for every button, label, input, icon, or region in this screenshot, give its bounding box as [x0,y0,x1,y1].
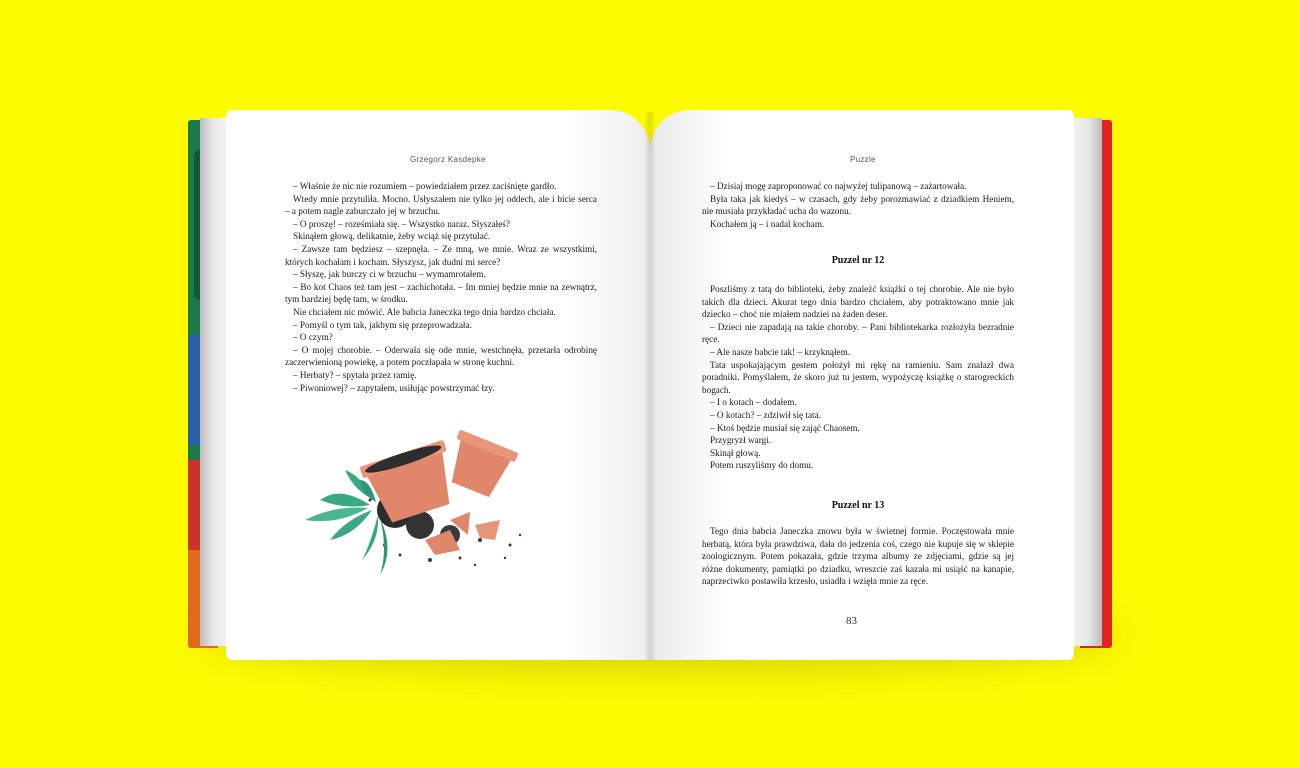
paragraph: Skinął głową. [710,447,761,458]
chapter-heading-12: Puzzel nr 12 [831,255,885,266]
paragraph: Skinąłem głową, delikatnie, żeby wciąż się przytulać. [293,231,491,242]
paragraph: – Zawsze tam będziesz – szepnęła. – Ze mną, we mnie. Wraz ze wszystkimi, których kochałam i kocham. Słyszysz, jak dudni mi serce? [285,243,597,267]
paragraph: – O mojej chorobie. – Oderwała się ode mnie, westchnęła, przetarła odrobinę zaczerwienioną powiekę, a potem poczłapała w stronę kuchni. [285,344,597,368]
paragraph: Tata uspokajającym gestem położył mi rękę na ramieniu. Sam znalazł dwa poradniki. Pomyślałem, że skoro już tu jestem, wypożyczę książkę o starogreckich bogach. [702,359,1014,395]
paragraph: – Dzisiaj mogę zaproponować co najwyżej tulipanową – zażartowała. [710,181,967,191]
section-12-text [702,283,1014,472]
paragraph: – Pomyśl o tym tak, jakbym się przeprowadzała. [293,319,472,330]
paragraph: – O czym? [293,332,333,343]
paragraph: Poszliśmy z tatą do biblioteki, żeby znaleźć książki o tej chorobie. Ale nie było takich dla dzieci. Akurat tego dnia bardzo chciałem, aby potraktowano mnie jak dziecko – choć nie miałem nadziei na żaden deser. [702,284,1014,320]
paragraph: Potem ruszyliśmy do domu. [710,460,814,471]
paragraph: Kochałem ją – i nadal kocham. [710,218,825,229]
paragraph: – Bo kot Chaos też tam jest – zachichotała. – Im mniej będzie mnie na zewnątrz, tym bardziej będę tam, w środku. [285,281,597,305]
paragraph: – Ktoś będzie musiał się zająć Chaosem. [710,422,860,433]
right-page-intro-text [702,180,1014,230]
paragraph: – Słyszę, jak burczy ci w brzuchu – wymamrotałem. [293,269,486,280]
paragraph: Tego dnia babcia Janeczka znowu była w świetnej formie. Poczęstowała mnie herbatą, która była prawdziwa, dała do jedzenia coś, czego nie kupuje się w sklepie zoologicznym. Potem pokazała, gdzie trzyma albumy ze zdjęciami, gdzie są jej różne dokumenty, pamiątki po dziadku, wreszcie zaś kazała mi usiąść na kanapie, naprzeciwko postawiła krzesło, usiadła i wzięła mnie za ręce. [702,526,1014,587]
paragraph: – Ale nasze babcie tak! – krzyknąłem. [710,346,851,357]
book-gutter [644,112,656,660]
paragraph: – Herbaty? – spytała przez ramię. [293,369,417,380]
paragraph: Przygryzł wargi. [710,435,772,446]
chapter-heading-13: Puzzel nr 13 [831,500,885,511]
paragraph: – Właśnie że nic nie rozumiem – powiedziałem przez zaciśnięte gardło. [293,181,557,191]
section-13-text [702,525,1014,588]
paragraph: – I o kotach – dodałem. [710,397,797,408]
paragraph: Wtedy mnie przytuliła. Mocno. Usłyszałem nie tylko jej oddech, ale i bicie serca – a potem nagle zaburczało jej w brzuchu. [285,193,597,217]
paragraph: Była taka jak kiedyś – w czasach, gdy żeby porozmawiać z dziadkiem Heniem, nie musiała przykładać ucha do wazonu. [702,193,1014,217]
paragraph: – O kotach? – zdziwił się tata. [710,409,821,420]
paragraph: – O proszę! – roześmiała się. – Wszystko naraz. Słyszałeś? [293,218,510,229]
paragraph: Nie chciałem nic mówić. Ale babcia Janeczka tego dnia bardzo chciała. [293,306,556,317]
broken-flowerpot-illustration [300,430,540,590]
paragraph: – Dzieci nie zapadają na takie choroby. – Pani bibliotekarka rozłożyła bezradnie ręce. [702,321,1014,345]
running-head-title: Puzzle [850,155,876,164]
left-page-text [285,180,597,394]
paragraph: – Piwoniowej? – zapytałem, usiłując powstrzymać łzy. [293,382,495,393]
running-head-author: Grzegorz Kasdepke [410,155,486,164]
page-number: 83 [846,615,857,627]
